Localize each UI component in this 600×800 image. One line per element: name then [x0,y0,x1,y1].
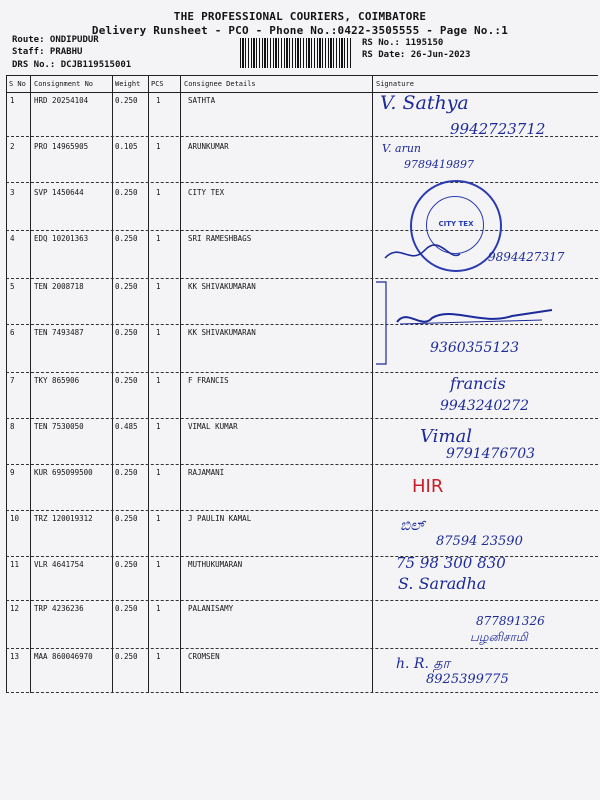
col-header-consignment: Consignment No [34,80,94,88]
table-top-border [6,75,598,76]
row-divider [6,556,598,557]
company-title: THE PROFESSIONAL COURIERS, COIMBATORE [173,10,427,23]
row-divider [6,230,598,231]
row-sno: 11 [10,560,20,569]
row-consignment: EDQ 10201363 [34,234,89,243]
runsheet-subtitle: Delivery Runsheet - PCO - Phone No.:0422-3505555 - Page No.:1 [91,24,509,37]
row-consignee: CROMSEN [188,652,220,661]
row-weight: 0.250 [115,514,138,523]
signature-name: V. arun [382,142,421,155]
row-weight: 0.250 [115,652,138,661]
row-divider [6,372,598,373]
row-pcs: 1 [156,514,161,523]
row-divider [6,692,598,693]
row-consignee: PALANISAMY [188,604,234,613]
row-consignment: HRD 20254104 [34,96,89,105]
row-consignee: SRI RAMESHBAGS [188,234,252,243]
signature-phone: 75 98 300 830 [396,554,506,572]
signature-phone: 9360355123 [430,340,520,356]
row-weight: 0.250 [115,234,138,243]
row-consignment: SVP 1450644 [34,188,84,197]
row-consignee: RAJAMANI [188,468,225,477]
staff-label: Staff: PRABHU [12,47,83,57]
signature-name: V. Sathya [380,92,469,114]
drs-number: DRS No.: DCJB119515001 [12,60,132,70]
signature-phone: 87594 23590 [436,534,523,549]
row-pcs: 1 [156,376,161,385]
row-sno: 13 [10,652,20,661]
rs-number: RS No.: 1195150 [362,38,444,48]
rs-date: RS Date: 26-Jun-2023 [362,50,471,60]
signature-name: ಬಿಲ್ [400,516,425,534]
row-consignment: MAA 860046970 [34,652,93,661]
signature-name: S. Saradha [398,574,487,593]
row-consignment: TKY 865906 [34,376,80,385]
row-divider [6,464,598,465]
row-pcs: 1 [156,188,161,197]
col-header-sno: S No [9,80,26,88]
signature-phone: 9791476703 [446,446,536,462]
signature-mark: HIR [412,476,444,497]
signature-phone: 8925399775 [426,672,509,687]
row-divider [6,510,598,511]
row-pcs: 1 [156,468,161,477]
col-header-weight: Weight [115,80,141,88]
row-sno: 7 [10,376,15,385]
row-sno: 1 [10,96,15,105]
row-sno: 8 [10,422,15,431]
col-header-signature: Signature [376,80,414,88]
row-consignee: ARUNKUMAR [188,142,229,151]
row-sno: 2 [10,142,15,151]
row-divider [6,278,598,279]
row-pcs: 1 [156,652,161,661]
row-weight: 0.250 [115,560,138,569]
row-sno: 3 [10,188,15,197]
row-consignment: TRZ 120019312 [34,514,93,523]
signature-phone: 877891326 [476,614,545,628]
signature-scribble [392,302,562,332]
row-consignment: VLR 4641754 [34,560,84,569]
stamp-text: CITY TEX [438,220,474,228]
row-pcs: 1 [156,560,161,569]
barcode [240,38,352,68]
row-sno: 5 [10,282,15,291]
row-divider [6,182,598,183]
row-consignee: CITY TEX [188,188,225,197]
row-consignee: J PAULIN KAMAL [188,514,252,523]
row-consignment: TRP 4236236 [34,604,84,613]
route-label: Route: ONDIPUDUR [12,35,99,45]
row-sno: 4 [10,234,15,243]
row-consignee: MUTHUKUMARAN [188,560,243,569]
row-sno: 6 [10,328,15,337]
signature-phone: 9942723712 [450,120,546,138]
row-pcs: 1 [156,142,161,151]
signature-name: francis [450,374,506,393]
row-weight: 0.250 [115,468,138,477]
row-weight: 0.250 [115,188,138,197]
row-sno: 10 [10,514,20,523]
row-consignee: KK SHIVAKUMARAN [188,282,256,291]
signature-phone: 9789419897 [404,158,474,171]
header-bottom-border [6,92,598,93]
row-divider [6,648,598,649]
row-divider [6,418,598,419]
signature-phone: 9894427317 [488,250,565,264]
row-consignee: KK SHIVAKUMARAN [188,328,256,337]
row-weight: 0.250 [115,328,138,337]
row-pcs: 1 [156,282,161,291]
row-consignee: VIMAL KUMAR [188,422,238,431]
row-consignee: F FRANCIS [188,376,229,385]
row-pcs: 1 [156,234,161,243]
row-consignment: KUR 695099500 [34,468,93,477]
signature-name: பழனிசாமி [470,630,528,644]
row-pcs: 1 [156,96,161,105]
row-consignment: PRO 14965905 [34,142,89,151]
row-consignment: TEN 2008718 [34,282,84,291]
col-header-consignee: Consignee Details [184,80,256,88]
row-pcs: 1 [156,604,161,613]
row-weight: 0.250 [115,376,138,385]
row-pcs: 1 [156,328,161,337]
row-sno: 12 [10,604,20,613]
row-consignee: SATHTA [188,96,216,105]
signature-phone: 9943240272 [440,398,530,414]
signature-name: h. R. தா [396,656,450,672]
row-pcs: 1 [156,422,161,431]
row-sno: 9 [10,468,15,477]
row-consignment: TEN 7493487 [34,328,84,337]
bracket-mark [372,278,392,368]
col-header-pcs: PCS [151,80,164,88]
row-divider [6,600,598,601]
row-weight: 0.250 [115,604,138,613]
row-weight: 0.105 [115,142,138,151]
row-weight: 0.250 [115,282,138,291]
row-weight: 0.250 [115,96,138,105]
row-consignment: TEN 7530050 [34,422,84,431]
row-weight: 0.485 [115,422,138,431]
signature-name: Vimal [420,426,472,447]
